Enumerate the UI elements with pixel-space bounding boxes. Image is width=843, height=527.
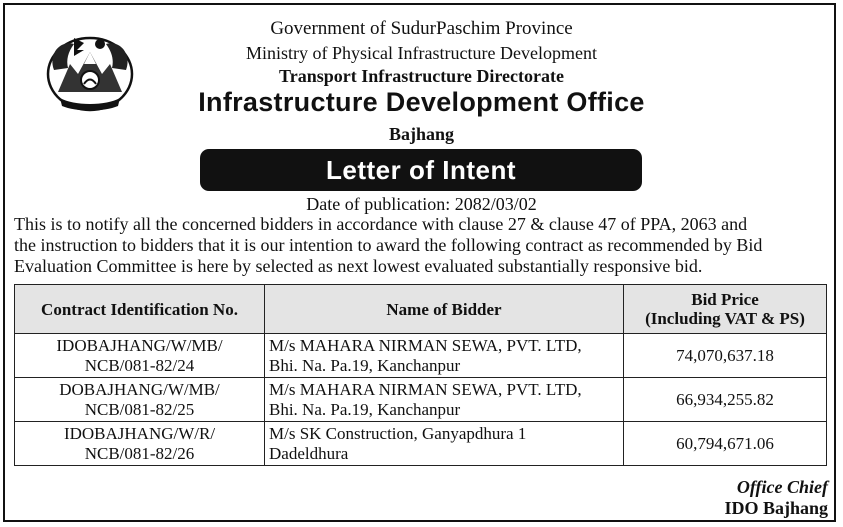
bidder-cell <box>265 334 624 378</box>
bid-table <box>14 284 827 466</box>
bidder-line2: Dadeldhura <box>269 443 349 463</box>
contract-id-line2: NCB/081-82/26 <box>84 443 195 463</box>
header-bidder: Name of Bidder <box>265 285 624 334</box>
contract-id-line1: IDOBAJHANG/W/R/ <box>63 423 216 443</box>
bid-price-cell: 74,070,637.18 <box>624 334 827 378</box>
contract-id-cell <box>15 378 265 422</box>
signatory-office: IDO Bajhang <box>724 498 828 518</box>
table-header-row <box>15 285 827 334</box>
bid-price-cell: 60,794,671.06 <box>624 422 827 466</box>
contract-id-line1: DOBAJHANG/W/MB/ <box>59 379 220 399</box>
bidder-line1: M/s MAHARA NIRMAN SEWA, PVT. LTD, <box>269 335 582 355</box>
header-contract-id: Contract Identification No. <box>15 285 265 334</box>
header-bid-price-line2: (Including VAT & PS) <box>645 309 805 328</box>
header-bid-price-line1: Bid Price <box>691 290 759 309</box>
directorate-name: Transport Infrastructure Directorate <box>279 66 564 86</box>
notice-body-line: This is to notify all the concerned bidders in accordance with clause 27 & clause 47 of PPA, 2063 and <box>14 214 748 234</box>
header-bid-price <box>624 285 827 334</box>
notice-body-line: Evaluation Committee is here by selected as next lowest evaluated substantially responsive bid. <box>14 256 703 276</box>
contract-id-line2: NCB/081-82/25 <box>84 399 195 419</box>
bid-price-cell: 66,934,255.82 <box>624 378 827 422</box>
notice-body-line: the instruction to bidders that it is our intention to award the following contract as recommended by Bid <box>14 235 763 255</box>
bidder-line2: Bhi. Na. Pa.19, Kanchanpur <box>269 355 461 375</box>
bidder-line2: Bhi. Na. Pa.19, Kanchanpur <box>269 399 461 419</box>
government-name: Government of SudurPaschim Province <box>270 18 573 39</box>
table-row <box>15 378 827 422</box>
office-name: Infrastructure Development Office <box>198 87 645 117</box>
bidder-line1: M/s MAHARA NIRMAN SEWA, PVT. LTD, <box>269 379 582 399</box>
signatory-title: Office Chief <box>736 477 828 497</box>
notice-title-banner: Letter of Intent <box>200 149 642 191</box>
publication-date: Date of publication: 2082/03/02 <box>306 194 537 214</box>
contract-id-cell <box>15 334 265 378</box>
contract-id-line1: IDOBAJHANG/W/MB/ <box>56 335 223 355</box>
bidder-line1: M/s SK Construction, Ganyapdhura 1 <box>269 423 527 443</box>
notice-body <box>14 214 834 277</box>
contract-id-cell <box>15 422 265 466</box>
table-row <box>15 422 827 466</box>
ministry-name: Ministry of Physical Infrastructure Development <box>246 43 597 63</box>
contract-id-line2: NCB/081-82/24 <box>84 355 195 375</box>
bidder-cell <box>265 422 624 466</box>
office-location: Bajhang <box>388 124 455 144</box>
table-row <box>15 334 827 378</box>
bidder-cell <box>265 378 624 422</box>
